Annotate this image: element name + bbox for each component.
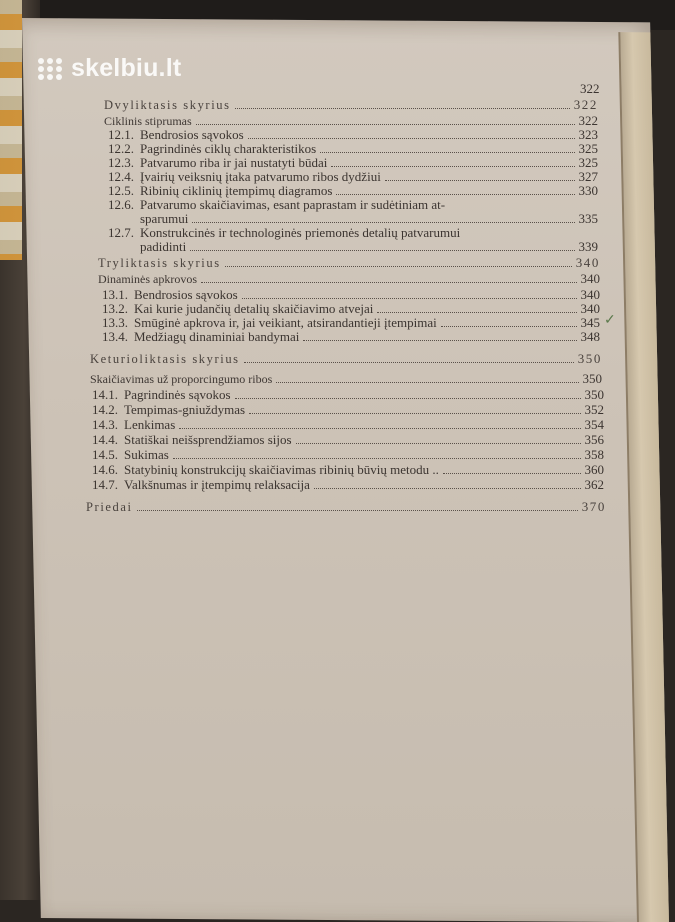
- toc-item: 12.3. Patvarumo riba ir jai nustatyti būdai 325: [108, 155, 598, 170]
- pencil-check-mark: ✓: [604, 313, 616, 328]
- toc-item: 12.2. Pagrindinės ciklų charakteristikos 325: [108, 141, 598, 156]
- toc-item: 14.7. Valkšnumas ir įtempimų relaksacija 362: [92, 477, 604, 492]
- toc-section: Ciklinis stiprumas 322: [104, 113, 598, 128]
- toc-item: 14.6. Statybinių konstrukcijų skaičiavimas ribinių būvių metodu .. 360: [92, 462, 604, 477]
- toc-chapter: Tryliktasis skyrius 340: [98, 255, 600, 270]
- toc-section: Skaičiavimas už proporcingumo ribos 350: [90, 371, 602, 386]
- toc-item: 14.2. Tempimas-gniuždymas 352: [92, 402, 604, 417]
- toc-chapter: Dvyliktasis skyrius 322: [104, 97, 598, 112]
- toc-item: 12.1. Bendrosios sąvokos 323: [108, 127, 598, 142]
- toc-page-number: 322: [580, 81, 600, 96]
- toc-item: 14.3. Lenkimas 354: [92, 417, 604, 432]
- toc-appendix: Priedai 370: [86, 499, 606, 514]
- toc-item: 12.6. Patvarumo skaičiavimas, esant paprastam ir sudėtiniam at-: [108, 197, 446, 212]
- toc-item: 14.1. Pagrindinės sąvokos 350: [92, 387, 604, 402]
- toc-item: 12.4. Įvairių veiksnių įtaka patvarumo ribos dydžiui 327: [108, 169, 598, 184]
- toc-item: 12.7. Konstrukcinės ir technologinės priemonės detalių patvarumui: [108, 225, 461, 240]
- toc-item: 13.2. Kai kurie judančių detalių skaičiavimo atvejai 340: [102, 301, 600, 316]
- toc-item-continuation: sparumui 335: [140, 211, 598, 226]
- toc-item: 14.4. Statiškai neišsprendžiamos sijos 356: [92, 432, 604, 447]
- toc-item: 14.5. Sukimas 358: [92, 447, 604, 462]
- watermark-text: skelbiu.lt: [71, 54, 182, 82]
- toc-item: 13.3. Smūginė apkrova ir, jai veikiant, atsirandantieji įtempimai 345: [102, 315, 600, 330]
- toc-item: 13.1. Bendrosios sąvokos 340: [102, 287, 600, 302]
- toc-item: 12.5. Ribinių ciklinių įtempimų diagramos 330: [108, 183, 598, 198]
- toc-item-continuation: padidinti 339: [140, 239, 598, 254]
- toc-item: 13.4. Medžiagų dinaminiai bandymai 348: [102, 329, 600, 344]
- toc-section: Dinaminės apkrovos 340: [98, 271, 600, 286]
- toc-chapter: Keturioliktasis skyrius 350: [90, 351, 602, 366]
